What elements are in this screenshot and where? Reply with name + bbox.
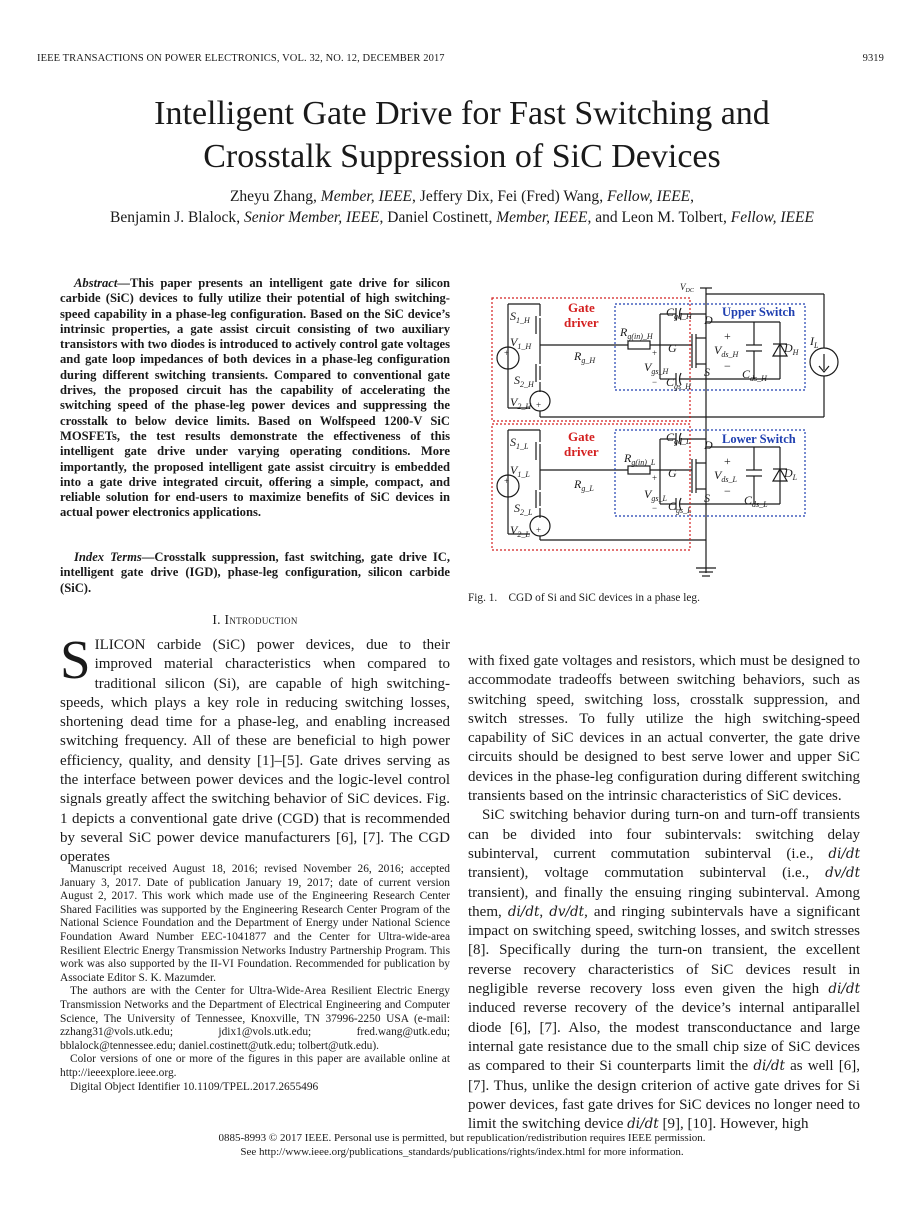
intro-paragraph: SILICON carbide (SiC) power devices, due to their improved material characteristics when compared to traditional silicon (Si), are capable of high switching-speeds, which plays a key role in reducing switching losses, shortening dead time for a phase-leg, and enabling increased switching frequency. All of these are beneficial to high power efficiency, quality, and density [1]–[5]. Gate drives serving as the interface between power devices and the logic-level control signals greatly affect the switching behavior of SiC devices. Fig. 1 depicts a conventional gate drive (CGD) that is recommended by several SiC power device manufacturers [6], [7]. The CGD operates (60, 629, 450, 866)
gate-driver-label-upper: Gate (568, 300, 595, 315)
label-v2h: $V_{2\_H}$ (510, 395, 532, 411)
label-g-upper: G (668, 341, 677, 355)
label-plus-upper: + (724, 329, 731, 343)
label-rginl: $R_{g(in)\_L}$ (624, 451, 656, 467)
label-plus-v2l: + (536, 525, 542, 535)
label-d-lower: D (704, 438, 713, 452)
label-plus-gate-upper: + (652, 348, 658, 358)
section-heading: I. Introduction (212, 612, 298, 627)
label-vdc: $V_{DC}$ (680, 282, 694, 294)
label-minus-gate-lower: − (652, 503, 658, 513)
copyright-line: 0885-8993 © 2017 IEEE. Personal use is permitted, but republication/redistribution requires IEEE permission. (218, 1132, 706, 1144)
permissions-line: See http://www.ieee.org/publications_standards/publications/rights/index.html for more information. (240, 1146, 684, 1158)
label-minus-lower: − (724, 484, 731, 498)
label-v2l: $V_{2\_L}$ (510, 523, 530, 539)
drop-cap: S (60, 629, 91, 690)
abstract: Abstract—This paper presents an intelligent gate drive for silicon carbide (SiC) devices to fully utilize their potential of high switching-speed capability in a phase-leg configuration. Based on the SiC device’s intrinsic properties, a gate assist circuit consisting of two auxiliary transistors with two diodes is introduced to actively control gate voltages and gate loop impedances of both devices in a phase-leg configuration during different switching transients. Compared to conventional gate drives, the proposed circuit has the capability of accelerating the switching speed of the phase-leg power devices and suppressing the crosstalk to below device limits. Based on Wolfspeed 1200-V SiC MOSFETs, the test results demonstrate the effectiveness of this intelligent gate drive under varying operating conditions. More importantly, the proposed intelligent gate assist circuitry is embedded into a gate drive integrated circuit, offering a simple, compact, and reliable solution for end-users to maximize benefits of SiC devices in actual power electronics applications. (60, 276, 450, 520)
page-number: 9319 (862, 53, 884, 64)
lower-switch-label: Lower Switch (722, 432, 796, 446)
authors-line2: Benjamin J. Blalock, Senior Member, IEEE, Daniel Costinett, Member, IEEE, and Leon M. Tolbert, Fellow, IEEE (110, 209, 814, 226)
footnote-manuscript: Manuscript received August 18, 2016; revised November 26, 2016; accepted January 3, 2017. Date of publication January 19, 2017; date of current version August 2, 2017. This work which made use of the Engineering Research Center Shared Facilities was supported by the Engineering Research Center Program of the National Science Foundation and the Department of Energy under National Science Foundation Award Number EEC-1041877 and the Center for Ultra-wide-area Resilient Electric Energy Transmission Networks Industry Partnership Program. This work was also supported by the II-VI Foundation. Recommended for publication by Associate Editor S. K. Mazumder. (60, 863, 450, 984)
label-v1h: $V_{1\_H}$ (510, 335, 532, 351)
index-terms: Index Terms—Crosstalk suppression, fast switching, gate drive IC, intelligent gate drive (IGD), phase-leg configuration, silicon carbide (SiC). (60, 550, 450, 595)
label-il: $I_L$ (810, 334, 819, 350)
label-cgsh: $C_{gs\_H}$ (666, 375, 691, 391)
label-s-lower: S (704, 491, 710, 505)
authors-line1: Zheyu Zhang, Member, IEEE, Jeffery Dix, Fei (Fred) Wang, Fellow, IEEE, (229, 188, 695, 205)
label-plus-v1h: + (504, 348, 510, 358)
figure-1-circuit (480, 278, 870, 580)
label-plus-lower: + (724, 454, 731, 468)
right-column (468, 652, 860, 1134)
label-dh: $D_H$ (784, 341, 799, 357)
right-paragraph-2: SiC switching behavior during turn-on and turn-off transients can be divided into four subintervals: switching delay subinterval, current commutation subinterval (i.e., di/dt transient), voltage commutation subinterval (i.e., dv/dt transient), and finally the ensuing ringing subinterval. Among them, di/dt, dv/dt, and ringing subintervals have a significant impact on switching speed, switching losses, and switch stresses [8]. Specifically during the turn-on transient, the excellent reverse recovery characteristics of SiC devices result in negligible reverse recovery loss even given the high di/dt induced reverse recovery of the device’s internal antiparallel diode [6], [7]. Also, the modest transconductance and large internal gate resistance due to the small chip size of SiC devices as compared to their Si counterparts limit the di/dt as well [6], [7]. Thus, unlike the design criterion of active gate drives for Si power devices, fast gate drives for SiC devices no longer need to limit the switching device di/dt [9], [10]. However, high (468, 807, 860, 1133)
label-cdsl: $C_{ds\_L}$ (744, 493, 768, 509)
label-plus-v1l: + (504, 476, 510, 486)
label-dl: $D_L$ (784, 466, 798, 482)
gate-driver-label-lower: Gate (568, 429, 595, 444)
paper-title-line1: Intelligent Gate Drive for Fast Switching and (154, 95, 770, 132)
label-s-upper: S (704, 365, 710, 379)
label-cdsh: $C_{ds\_H}$ (742, 367, 767, 383)
footnote-color: Color versions of one or more of the figures in this paper are available online at http://ieeexplore.ieee.org. (60, 1053, 450, 1079)
label-cgdl: $C_{gd\_L}$ (666, 430, 691, 446)
label-cgdh: $C_{gd\_H}$ (666, 305, 692, 321)
right-paragraph-1: with fixed gate voltages and resistors, which must be designed to accommodate tradeoffs between switching behaviors, such as switching speed, switching loss, crosstalk suppression, and switch stresses. To fully utilize the high switching-speed capability of SiC devices in an actual converter, the gate drive circuits should be designed to best serve lower and upper SiC devices in the phase-leg configuration during different switching transients based on the intrinsic characteristics of SiC devices. (468, 653, 860, 805)
figure-caption: Fig. 1. CGD of Si and SiC devices in a phase leg. (468, 592, 700, 604)
label-vdsh: $V_{ds\_H}$ (714, 343, 739, 359)
label-minus-upper: − (724, 359, 731, 373)
label-plus-v2h: + (536, 400, 542, 410)
footnote-doi: Digital Object Identifier 10.1109/TPEL.2017.2655496 (70, 1080, 319, 1093)
label-plus-gate-lower: + (652, 473, 658, 483)
footnote-affiliation: The authors are with the Center for Ultra-Wide-Area Resilient Electric Energy Transmission Networks and the Department of Electrical Engineering and Computer Science, The University of Tennessee, Knoxville, TN 37996-2250 USA (e-mail: zzhang31@vols.utk.edu; jdix1@vols.utk.edu; fred.wang@utk.edu; bblalock@tennessee.edu; daniel.costinett@utk.edu; tolbert@utk.edu). (60, 985, 450, 1052)
label-vdsl: $V_{ds\_L}$ (714, 468, 737, 484)
gate-driver-label-lower-2: driver (564, 444, 599, 459)
label-cgsl: $C_{gs\_L}$ (668, 499, 692, 515)
label-s1h: $S_{1\_H}$ (510, 309, 530, 325)
label-v1l: $V_{1\_L}$ (510, 463, 530, 479)
gate-driver-label-upper-2: driver (564, 315, 599, 330)
label-minus-gate-upper: − (652, 377, 658, 387)
label-vgsh: $V_{gs\_H}$ (644, 360, 669, 376)
label-rgh: $R_{g\_H}$ (574, 349, 596, 365)
label-g-lower: G (668, 466, 677, 480)
upper-switch-label: Upper Switch (722, 305, 796, 319)
paper-title-line2: Crosstalk Suppression of SiC Devices (203, 138, 721, 175)
label-s2l: $S_{2\_L}$ (514, 501, 533, 517)
label-s1l: $S_{1\_L}$ (510, 435, 529, 451)
label-d-upper: D (704, 313, 713, 327)
running-header: IEEE TRANSACTIONS ON POWER ELECTRONICS, VOL. 32, NO. 12, DECEMBER 2017 (37, 53, 445, 64)
label-rginh: $R_{g(in)\_H}$ (620, 325, 653, 341)
footnotes (60, 863, 450, 1094)
label-rgl: $R_{g\_L}$ (574, 477, 594, 493)
label-vgsl: $V_{gs\_L}$ (644, 487, 667, 503)
label-s2h: $S_{2\_H}$ (514, 373, 534, 389)
